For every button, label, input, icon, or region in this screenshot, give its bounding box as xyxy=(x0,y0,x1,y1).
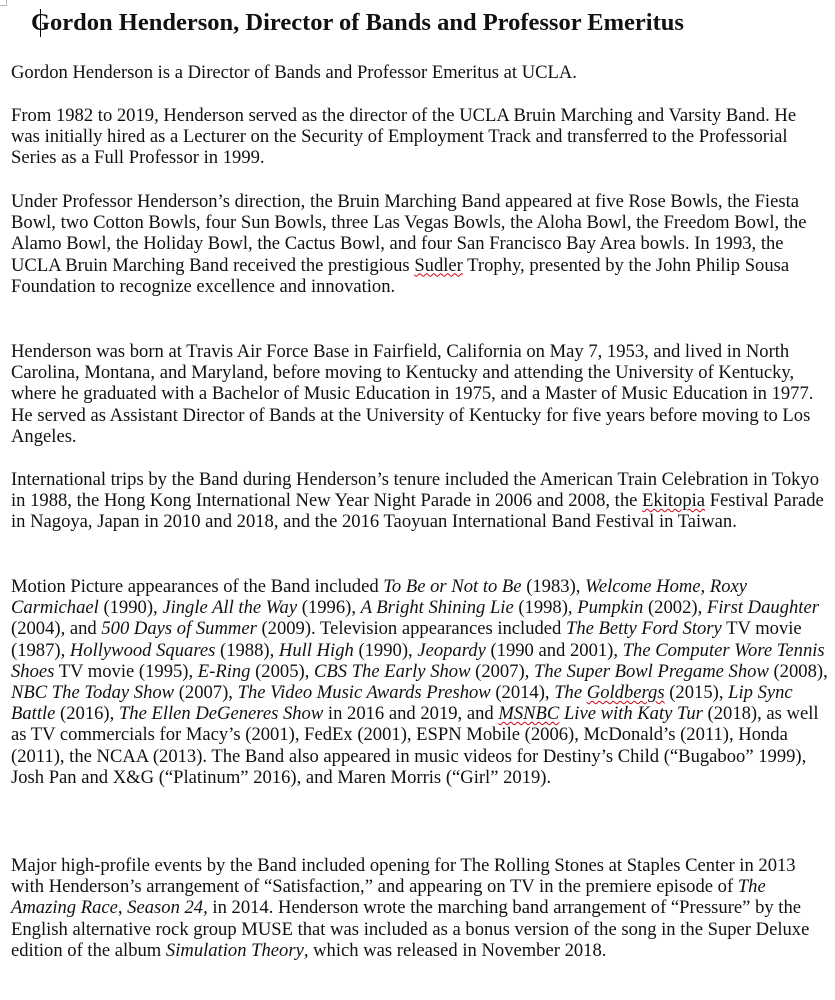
text-run: (1988), xyxy=(215,639,279,661)
text-run: (2007), xyxy=(174,682,238,704)
title-italic: Jeopardy xyxy=(417,639,486,661)
paragraph-media-appearances[interactable] xyxy=(11,576,829,788)
text-run: (1983), xyxy=(521,576,586,597)
title-italic: Lip Sync Battle xyxy=(11,682,793,725)
text-run: Major high-profile events by the Band included opening for The Rolling Stones at Staples Center in 2013 with Henderson’s arrangement of “Satisfaction,” and appearing on TV in the premiere episode of xyxy=(11,855,796,898)
title-italic: The Computer Wore Tennis Shoes xyxy=(11,639,825,682)
text-run: (2014), xyxy=(490,682,555,704)
title-italic: The Super Bowl Pregame Show xyxy=(534,660,769,682)
paragraph-biography[interactable]: Henderson was born at Travis Air Force Base in Fairfield, California on May 7, 1953, and lived in North Carolina, Montana, and Maryland, before moving to Kentucky and attending the University of Kentucky, where he graduated with a Bachelor of Music Education in 1975, and a Master of Music Education in 1977. He served as Assistant Director of Bands at the University of Kentucky for five years before moving to Los Angeles. xyxy=(11,341,814,447)
text-run: TV movie (1995), xyxy=(54,660,198,682)
paragraph-high-profile-events[interactable] xyxy=(11,855,829,961)
text-run: (1990), xyxy=(98,597,163,619)
text-run: in 2014. Henderson wrote the marching band arrangement of “Pressure” by the English alternative rock group MUSE that was included as a bonus version of the song in the Super Deluxe edition of the album xyxy=(11,897,810,961)
title-italic: NBC The Today Show xyxy=(11,682,175,704)
text-run: (2005), xyxy=(250,660,314,682)
text-run: (1998), xyxy=(513,597,578,619)
text-run: (2008), xyxy=(768,660,828,682)
title-italic: The Ellen DeGeneres Show xyxy=(118,703,324,725)
text-run: (2002), xyxy=(643,597,707,619)
title-italic: Hollywood Squares xyxy=(69,639,216,661)
text-run: (1996), xyxy=(297,597,361,619)
text-run: TV movie (1987), xyxy=(11,618,802,661)
text-run: Motion Picture appearances of the Band included xyxy=(11,576,384,597)
title-italic: Jingle All the Way xyxy=(162,597,298,619)
text-run: (2007), xyxy=(470,660,535,682)
title-italic: CBS The Early Show xyxy=(314,660,471,682)
title-italic: To Be or Not to Be xyxy=(383,576,522,597)
text-run: International trips by the Band during Henderson’s tenure included the American Train Celebration in Tokyo in 1988, the Hong Kong International New Year Night Parade in 2006 and 2008, the xyxy=(11,469,820,512)
title-italic: The xyxy=(554,682,587,704)
text-run: (2009). Television appearances included xyxy=(256,618,567,640)
text-run: (2004), and xyxy=(11,618,102,640)
text-run: (1990 and 2001), xyxy=(485,639,623,661)
text-run: Trophy, presented by the John Philip Sousa Foundation to recognize excellence and innovation. xyxy=(11,254,790,297)
spelling-error-sudler[interactable]: Sudler xyxy=(414,254,463,276)
title-italic: A Bright Shining Lie xyxy=(360,597,514,619)
page-corner-mark xyxy=(0,0,7,6)
title-italic: Simulation Theory xyxy=(165,939,304,961)
text-run: (2016), xyxy=(55,703,119,725)
document-title[interactable]: Gordon Henderson, Director of Bands and Professor Emeritus xyxy=(31,9,684,36)
spelling-error-msnbc[interactable]: MSNBC xyxy=(498,703,560,725)
text-run: (2015), xyxy=(664,682,729,704)
text-run: (1990), xyxy=(353,639,418,661)
text-run: in 2016 and 2019, and xyxy=(323,703,499,725)
title-italic: Pumpkin xyxy=(577,597,644,619)
title-italic: E-Ring xyxy=(197,660,251,682)
title-italic: The Betty Ford Story xyxy=(566,618,722,640)
spelling-error-goldbergs[interactable]: Goldbergs xyxy=(586,682,665,704)
paragraph-intro[interactable]: Gordon Henderson is a Director of Bands and Professor Emeritus at UCLA. xyxy=(11,62,577,83)
text-run: Festival Parade in Nagoya, Japan in 2010 and 2018, and the 2016 Taoyuan International Band Festival in Taiwan. xyxy=(11,490,824,533)
title-italic: The Video Music Awards Preshow xyxy=(237,682,491,704)
paragraph-international-trips[interactable] xyxy=(11,469,829,533)
title-italic: First Daughter xyxy=(706,597,819,619)
spelling-error-ekitopia[interactable]: Ekitopia xyxy=(642,490,706,512)
title-italic: 500 Days of Summer xyxy=(101,618,257,640)
title-italic: Hull High xyxy=(278,639,354,661)
paragraph-tenure[interactable]: From 1982 to 2019, Henderson served as the director of the UCLA Bruin Marching and Varsity Band. He was initially hired as a Lecturer on the Security of Employment Track and transferred to the Professorial Series as a Full Professor in 1999. xyxy=(11,105,797,169)
text-run: Under Professor Henderson’s direction, the Bruin Marching Band appeared at five Rose Bowls, the Fiesta Bowl, two Cotton Bowls, four Sun Bowls, three Las Vegas Bowls, the Aloha Bowl, the Freedom Bowl, the Alamo Bowl, the Holiday Bowl, the Cactus Bowl, and four San Francisco Bay Area bowls. In 1993, the UCLA Bruin Marching Band received the prestigious xyxy=(11,191,807,276)
title-italic: Live with Katy Tur xyxy=(559,703,703,725)
title-italic: Welcome Home, Roxy Carmichael xyxy=(11,576,748,619)
paragraph-bowls[interactable] xyxy=(11,191,829,297)
title-italic: The Amazing Race, Season 24, xyxy=(11,876,766,919)
text-run: (2018), as well as TV commercials for Macy’s (2001), FedEx (2001), ESPN Mobile (2006), McDonald’s (2011), Honda (2011), the NCAA (2013). The Band also appeared in music videos for Destiny’s Child (“Bugaboo” 1999), Josh Pan and X&G (“Platinum” 2016), and Maren Morris (“Girl” 2019). xyxy=(11,703,819,788)
text-run: , which was released in November 2018. xyxy=(303,939,607,961)
